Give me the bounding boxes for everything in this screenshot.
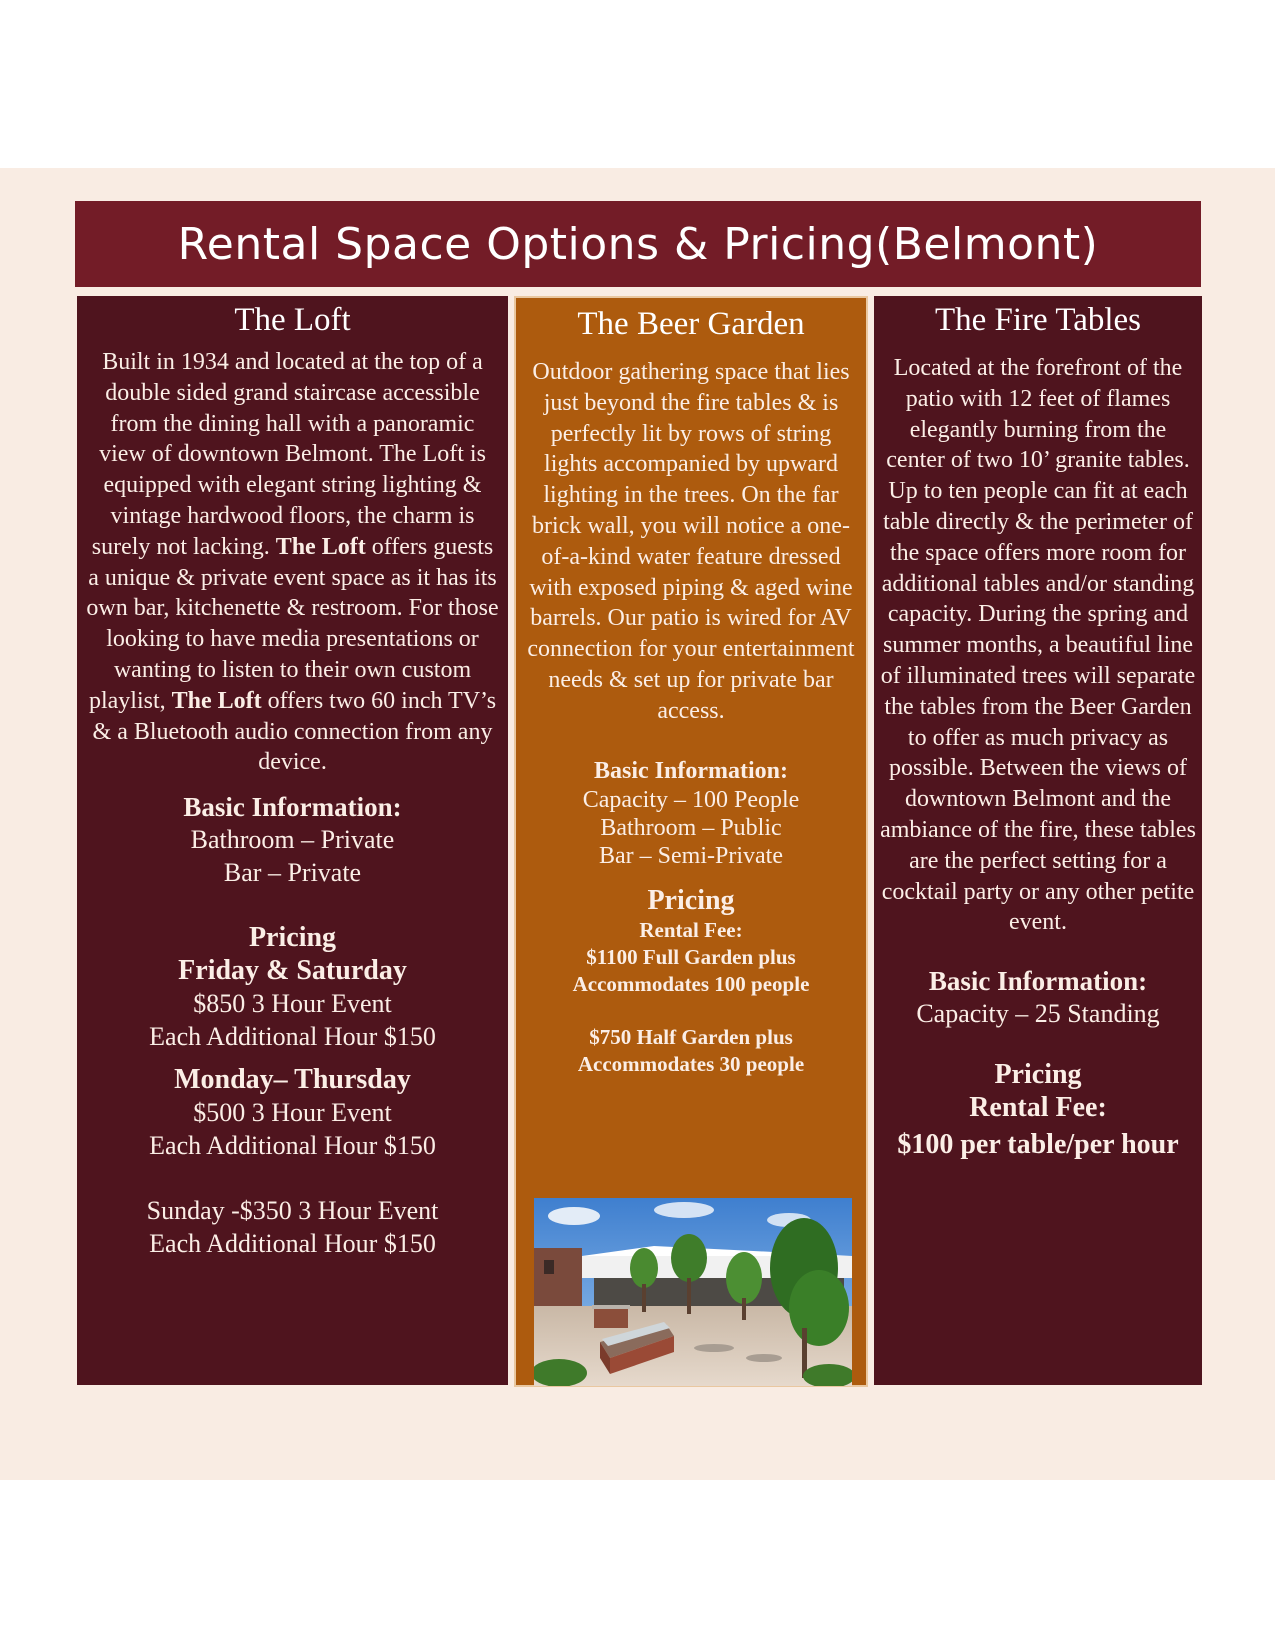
beer-garden-info-bathroom: Bathroom – Public bbox=[600, 814, 782, 841]
fire-tables-description: Located at the forefront of the patio with 12 feet of flames elegantly burning from the center of two 10’ granite tables. Up to ten people can fit at each table directly & the perimeter of the space offers more room for additional tables and/or standing capacity. During the spring and summer months, a beautiful line of illuminated trees will separate the tables from the Beer Garden to offer as much privacy as possible. Between the views of downtown Belmont and the ambiance of the fire, these tables are the perfect setting for a cocktail party or any other petite event. bbox=[880, 355, 1196, 936]
loft-pricing-heading: Pricing bbox=[248, 922, 337, 954]
loft-info-bar: Bar – Private bbox=[223, 858, 362, 888]
loft-info-heading: Basic Information: bbox=[183, 792, 402, 823]
beer-garden-half-capacity: Accommodates 30 people bbox=[577, 1051, 805, 1076]
loft-weekend-extra: Each Additional Hour $150 bbox=[149, 1022, 436, 1052]
loft-info-bathroom: Bathroom – Private bbox=[190, 825, 395, 855]
fire-tables-info-capacity: Capacity – 25 Standing bbox=[916, 999, 1160, 1029]
page-title: Rental Space Options & Pricing(Belmont) bbox=[177, 218, 1099, 270]
beer-garden-info-bar: Bar – Semi-Private bbox=[599, 842, 783, 869]
fire-tables-rental-fee: Rental Fee: bbox=[969, 1092, 1107, 1124]
beer-garden-full-rate: $1100 Full Garden plus bbox=[586, 944, 796, 969]
loft-sunday-rate: Sunday -$350 3 Hour Event bbox=[146, 1196, 439, 1226]
beer-garden-info-heading: Basic Information: bbox=[594, 757, 788, 784]
loft-panel bbox=[77, 296, 508, 1385]
fire-tables-rate: $100 per table/per hour bbox=[897, 1129, 1179, 1161]
beer-garden-pricing-heading: Pricing bbox=[647, 884, 735, 916]
beer-garden-info-capacity: Capacity – 100 People bbox=[582, 786, 800, 813]
fire-tables-panel bbox=[874, 296, 1202, 1385]
fire-tables-pricing-heading: Pricing bbox=[994, 1059, 1082, 1091]
loft-sunday-extra: Each Additional Hour $150 bbox=[149, 1229, 436, 1259]
loft-description: Built in 1934 and located at the top of a double sided grand staircase accessible from the dining hall with a panoramic view of downtown Belmont. The Loft is equipped with elegant string lighting & vintage hardwood floors, the charm is surely not lacking. The Loft offers guests a unique & private event space as it has its own bar, kitchenette & restroom. For those looking to have media presentations or wanting to listen to their own custom playlist, The Loft offers two 60 inch TV’s & a Bluetooth audio connection from any device. bbox=[86, 349, 499, 776]
loft-heading: The Loft bbox=[234, 302, 351, 338]
fire-tables-heading: The Fire Tables bbox=[934, 302, 1142, 338]
beer-garden-photo bbox=[534, 1198, 852, 1386]
beer-garden-rental-fee: Rental Fee: bbox=[639, 917, 743, 942]
loft-weekend-rate: $850 3 Hour Event bbox=[193, 989, 392, 1019]
title-banner bbox=[75, 201, 1201, 287]
loft-weekday-extra: Each Additional Hour $150 bbox=[149, 1131, 436, 1161]
beer-garden-description: Outdoor gathering space that lies just beyond the fire tables & is perfectly lit by rows of string lights accompanied by upward lighting in the trees. On the far brick wall, you will notice a one-of-a-kind water feature dressed with exposed piping & aged wine barrels. Our patio is wired for AV connection for your entertainment needs & set up for private bar access. bbox=[527, 359, 855, 724]
loft-weekday-heading: Monday– Thursday bbox=[174, 1064, 411, 1096]
beer-garden-half-rate: $750 Half Garden plus bbox=[589, 1024, 793, 1049]
beer-garden-heading: The Beer Garden bbox=[577, 306, 805, 342]
loft-weekend-heading: Friday & Saturday bbox=[178, 955, 407, 987]
beer-garden-full-capacity: Accommodates 100 people bbox=[572, 971, 810, 996]
fire-tables-info-heading: Basic Information: bbox=[928, 966, 1148, 997]
loft-weekday-rate: $500 3 Hour Event bbox=[193, 1098, 392, 1128]
